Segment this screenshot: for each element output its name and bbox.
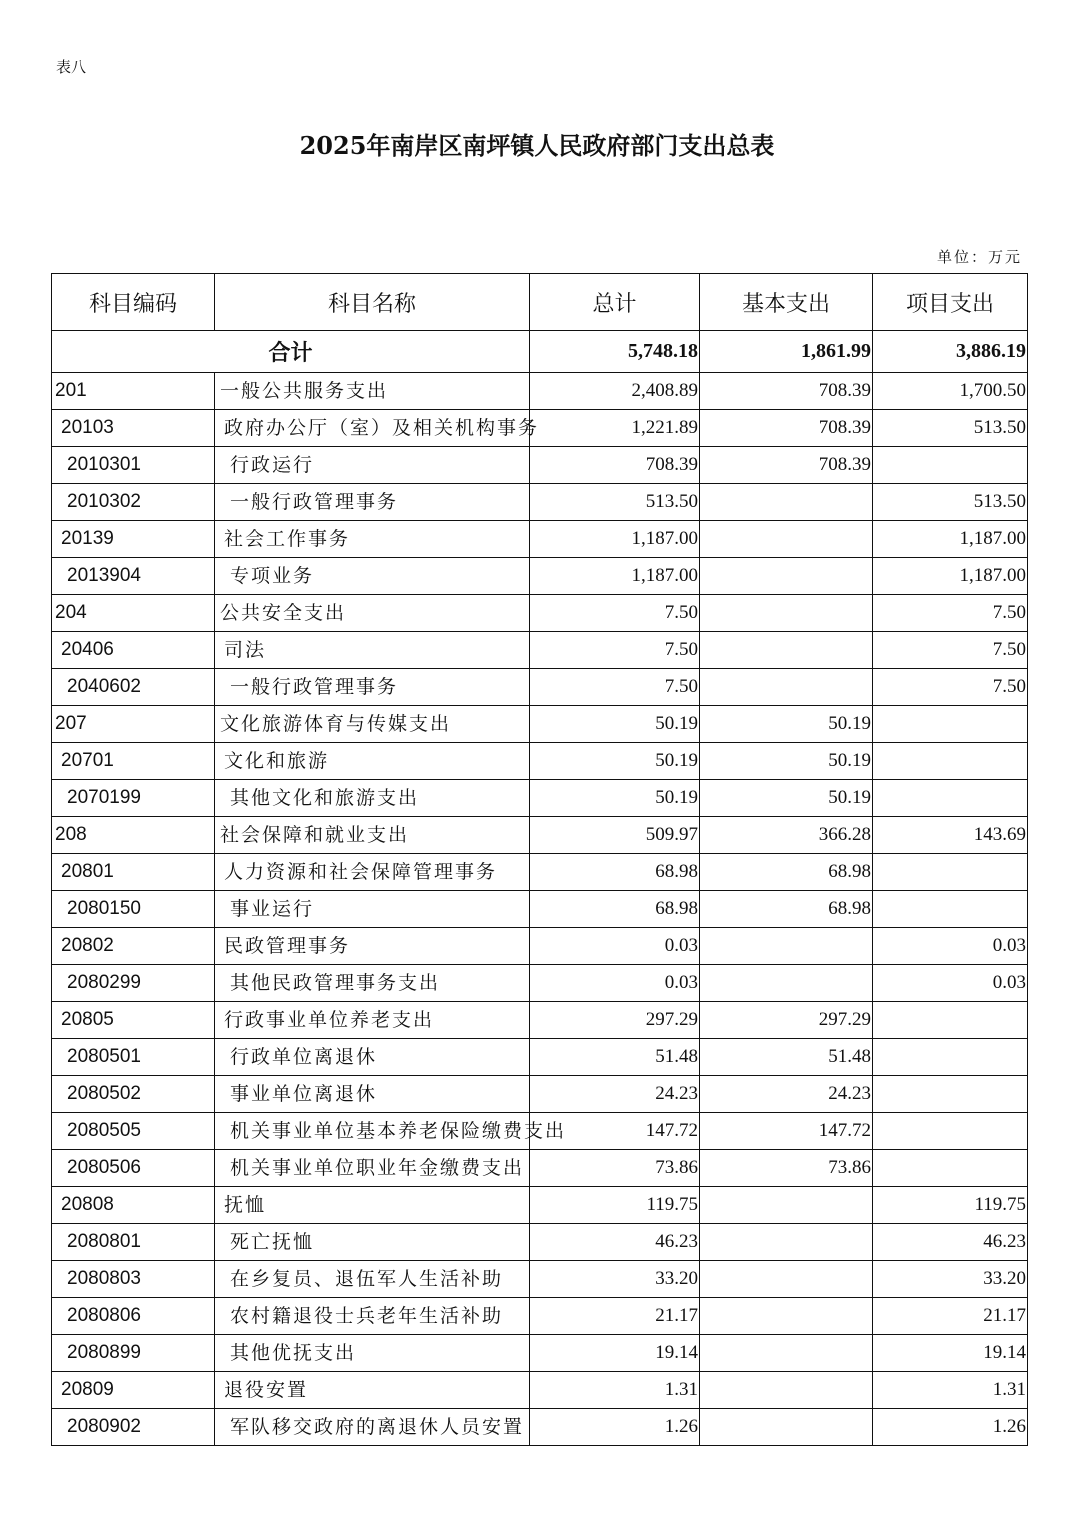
- row-total: 33.20: [530, 1261, 700, 1298]
- row-name: [215, 1039, 530, 1076]
- row-name-text: 社会工作事务: [224, 528, 351, 550]
- row-name-text: 一般公共服务支出: [220, 380, 389, 402]
- row-name-text: 其他民政管理事务支出: [230, 972, 441, 994]
- row-total: 7.50: [530, 669, 700, 706]
- row-project: [873, 447, 1028, 484]
- row-name: [215, 965, 530, 1002]
- table-row: [52, 1150, 1028, 1187]
- row-name: [215, 484, 530, 521]
- table-row: [52, 817, 1028, 854]
- row-name: [215, 1372, 530, 1409]
- row-name-text: 行政事业单位养老支出: [224, 1009, 435, 1031]
- row-basic: 50.19: [700, 743, 873, 780]
- row-project: [873, 780, 1028, 817]
- row-total: 73.86: [530, 1150, 700, 1187]
- row-code: 2080902: [52, 1409, 215, 1446]
- row-basic: [700, 484, 873, 521]
- row-project: [873, 1113, 1028, 1150]
- row-basic: [700, 1187, 873, 1224]
- row-name: [215, 743, 530, 780]
- row-project: 1.31: [873, 1372, 1028, 1409]
- table-row: [52, 1039, 1028, 1076]
- header-total: 总计: [530, 274, 700, 331]
- row-basic: [700, 928, 873, 965]
- row-name: [215, 558, 530, 595]
- row-project: [873, 1039, 1028, 1076]
- table-row: [52, 1113, 1028, 1150]
- row-name: [215, 1150, 530, 1187]
- header-basic: 基本支出: [700, 274, 873, 331]
- row-total: 1.31: [530, 1372, 700, 1409]
- row-project: 7.50: [873, 595, 1028, 632]
- row-name: [215, 780, 530, 817]
- row-total: 147.72: [530, 1113, 700, 1150]
- row-total: 68.98: [530, 891, 700, 928]
- row-code: 207: [52, 706, 215, 743]
- row-name: [215, 928, 530, 965]
- row-name: [215, 891, 530, 928]
- row-code: 2080299: [52, 965, 215, 1002]
- row-total: 50.19: [530, 780, 700, 817]
- table-row: [52, 558, 1028, 595]
- row-code: 20809: [52, 1372, 215, 1409]
- row-project: [873, 706, 1028, 743]
- row-name-text: 退役安置: [224, 1379, 309, 1401]
- row-basic: 708.39: [700, 447, 873, 484]
- table-row: [52, 373, 1028, 410]
- row-total: 1,187.00: [530, 558, 700, 595]
- table-row: [52, 1261, 1028, 1298]
- row-name-text: 行政运行: [230, 454, 315, 476]
- table-row: [52, 1187, 1028, 1224]
- row-basic: [700, 558, 873, 595]
- row-basic: 708.39: [700, 410, 873, 447]
- expenditure-table: [51, 273, 1028, 1446]
- table-row: [52, 447, 1028, 484]
- row-code: 2070199: [52, 780, 215, 817]
- row-basic: 68.98: [700, 891, 873, 928]
- row-project: 1.26: [873, 1409, 1028, 1446]
- row-code: 2080502: [52, 1076, 215, 1113]
- row-total: 51.48: [530, 1039, 700, 1076]
- row-project: [873, 1150, 1028, 1187]
- row-project: [873, 1002, 1028, 1039]
- row-basic: [700, 1335, 873, 1372]
- row-name: [215, 373, 530, 410]
- row-total: 708.39: [530, 447, 700, 484]
- row-basic: 50.19: [700, 780, 873, 817]
- table-row: [52, 928, 1028, 965]
- row-total: 68.98: [530, 854, 700, 891]
- row-basic: 68.98: [700, 854, 873, 891]
- table-row: [52, 854, 1028, 891]
- row-name-text: 专项业务: [230, 565, 315, 587]
- row-total: 1.26: [530, 1409, 700, 1446]
- row-name-text: 文化和旅游: [224, 750, 330, 772]
- row-code: 2080501: [52, 1039, 215, 1076]
- row-project: 19.14: [873, 1335, 1028, 1372]
- row-total: 509.97: [530, 817, 700, 854]
- row-basic: [700, 965, 873, 1002]
- row-basic: [700, 1224, 873, 1261]
- row-code: 20805: [52, 1002, 215, 1039]
- row-total: 7.50: [530, 595, 700, 632]
- table-row: [52, 891, 1028, 928]
- row-name-text: 一般行政管理事务: [230, 491, 399, 513]
- table-row: [52, 1409, 1028, 1446]
- row-total: 46.23: [530, 1224, 700, 1261]
- row-name: [215, 410, 540, 447]
- row-code: 2013904: [52, 558, 215, 595]
- row-code: 2080505: [52, 1113, 215, 1150]
- table-row: [52, 632, 1028, 669]
- row-name-text: 一般行政管理事务: [230, 676, 399, 698]
- row-project: [873, 743, 1028, 780]
- row-name-text: 政府办公厅（室）及相关机构事务: [224, 417, 540, 439]
- row-name-text: 抚恤: [224, 1194, 267, 1216]
- row-name: [215, 1002, 530, 1039]
- row-project: 7.50: [873, 632, 1028, 669]
- row-total: 0.03: [530, 965, 700, 1002]
- row-name: [215, 669, 530, 706]
- row-name-text: 死亡抚恤: [230, 1231, 315, 1253]
- row-code: 201: [52, 373, 215, 410]
- row-name-text: 其他文化和旅游支出: [230, 787, 420, 809]
- row-code: 204: [52, 595, 215, 632]
- table-row: [52, 706, 1028, 743]
- table-row: [52, 743, 1028, 780]
- row-project: 1,187.00: [873, 521, 1028, 558]
- row-total: 0.03: [530, 928, 700, 965]
- table-row: [52, 484, 1028, 521]
- row-project: 119.75: [873, 1187, 1028, 1224]
- row-code: 20802: [52, 928, 215, 965]
- row-total: 50.19: [530, 706, 700, 743]
- row-name-text: 社会保障和就业支出: [220, 824, 410, 846]
- row-project: 143.69: [873, 817, 1028, 854]
- row-name: [215, 595, 530, 632]
- row-name-text: 事业运行: [230, 898, 315, 920]
- row-total: 7.50: [530, 632, 700, 669]
- row-basic: [700, 1298, 873, 1335]
- row-basic: 73.86: [700, 1150, 873, 1187]
- header-row: [52, 274, 1028, 331]
- row-project: [873, 1076, 1028, 1113]
- row-code: 2080806: [52, 1298, 215, 1335]
- table-row: [52, 1335, 1028, 1372]
- table-row: [52, 1076, 1028, 1113]
- row-name: [215, 447, 530, 484]
- row-code: 2010302: [52, 484, 215, 521]
- row-name: [215, 1187, 530, 1224]
- row-name-text: 在乡复员、退伍军人生活补助: [230, 1268, 504, 1290]
- table-row: [52, 1002, 1028, 1039]
- row-total: 50.19: [530, 743, 700, 780]
- row-name-text: 军队移交政府的离退休人员安置: [230, 1416, 525, 1438]
- row-code: 2080899: [52, 1335, 215, 1372]
- row-project: 33.20: [873, 1261, 1028, 1298]
- row-basic: 50.19: [700, 706, 873, 743]
- table-row: [52, 780, 1028, 817]
- row-name: [215, 817, 530, 854]
- row-total: 513.50: [530, 484, 700, 521]
- row-total: 119.75: [530, 1187, 700, 1224]
- row-code: 20103: [52, 410, 215, 447]
- row-code: 20701: [52, 743, 215, 780]
- total-project: 3,886.19: [873, 331, 1028, 373]
- table-row: [52, 1224, 1028, 1261]
- row-total: 24.23: [530, 1076, 700, 1113]
- row-basic: [700, 521, 873, 558]
- row-code: 2080150: [52, 891, 215, 928]
- table-row: [52, 410, 1028, 447]
- table-row: [52, 521, 1028, 558]
- table-row: [52, 965, 1028, 1002]
- row-basic: 366.28: [700, 817, 873, 854]
- row-name: [215, 854, 530, 891]
- row-name-text: 民政管理事务: [224, 935, 351, 957]
- row-name: [215, 706, 530, 743]
- row-name: [215, 632, 530, 669]
- row-project: 513.50: [873, 410, 1028, 447]
- row-total: 19.14: [530, 1335, 700, 1372]
- row-total: 297.29: [530, 1002, 700, 1039]
- total-sum: 5,748.18: [530, 331, 700, 373]
- row-project: 46.23: [873, 1224, 1028, 1261]
- row-name: [215, 1113, 567, 1150]
- row-total: 1,187.00: [530, 521, 700, 558]
- row-code: 2080506: [52, 1150, 215, 1187]
- page-title: 2025年南岸区南坪镇人民政府部门支出总表: [299, 131, 775, 160]
- row-basic: 147.72: [700, 1113, 873, 1150]
- row-project: 1,187.00: [873, 558, 1028, 595]
- total-basic: 1,861.99: [700, 331, 873, 373]
- row-code: 2080801: [52, 1224, 215, 1261]
- row-name: [215, 1409, 530, 1446]
- row-code: 2010301: [52, 447, 215, 484]
- row-basic: 297.29: [700, 1002, 873, 1039]
- total-row: [52, 331, 1028, 373]
- row-basic: [700, 1409, 873, 1446]
- row-project: 21.17: [873, 1298, 1028, 1335]
- total-label: 合计: [52, 331, 530, 373]
- unit-label: 单位：万元: [936, 248, 1022, 266]
- row-name-text: 行政单位离退休: [230, 1046, 378, 1068]
- row-name-text: 公共安全支出: [220, 602, 347, 624]
- row-code: 20406: [52, 632, 215, 669]
- row-project: 7.50: [873, 669, 1028, 706]
- row-project: [873, 891, 1028, 928]
- row-code: 20808: [52, 1187, 215, 1224]
- table-row: [52, 669, 1028, 706]
- header-project: 项目支出: [873, 274, 1028, 331]
- row-code: 20139: [52, 521, 215, 558]
- row-name: [215, 1335, 530, 1372]
- row-basic: [700, 669, 873, 706]
- row-name: [215, 1261, 530, 1298]
- row-basic: [700, 1372, 873, 1409]
- row-name: [215, 1224, 530, 1261]
- table-row: [52, 1298, 1028, 1335]
- table-number: 表八: [56, 58, 87, 76]
- row-project: 513.50: [873, 484, 1028, 521]
- row-project: [873, 854, 1028, 891]
- row-total: 21.17: [530, 1298, 700, 1335]
- row-name-text: 机关事业单位基本养老保险缴费支出: [230, 1120, 567, 1142]
- row-code: 20801: [52, 854, 215, 891]
- table-row: [52, 595, 1028, 632]
- row-basic: 51.48: [700, 1039, 873, 1076]
- row-total: 1,221.89: [530, 410, 700, 447]
- row-name-text: 事业单位离退休: [230, 1083, 378, 1105]
- row-name-text: 其他优抚支出: [230, 1342, 357, 1364]
- header-name: 科目名称: [215, 274, 530, 331]
- row-name-text: 人力资源和社会保障管理事务: [224, 861, 498, 883]
- row-code: 208: [52, 817, 215, 854]
- row-basic: 708.39: [700, 373, 873, 410]
- row-basic: [700, 1261, 873, 1298]
- row-code: 2080803: [52, 1261, 215, 1298]
- row-basic: 24.23: [700, 1076, 873, 1113]
- row-name-text: 农村籍退役士兵老年生活补助: [230, 1305, 504, 1327]
- row-name-text: 机关事业单位职业年金缴费支出: [230, 1157, 525, 1179]
- row-name: [215, 1076, 530, 1113]
- header-code: 科目编码: [52, 274, 215, 331]
- row-name-text: 司法: [224, 639, 267, 661]
- table-row: [52, 1372, 1028, 1409]
- row-basic: [700, 595, 873, 632]
- row-project: 1,700.50: [873, 373, 1028, 410]
- row-code: 2040602: [52, 669, 215, 706]
- row-name: [215, 1298, 530, 1335]
- row-name: [215, 521, 530, 558]
- row-project: 0.03: [873, 928, 1028, 965]
- row-name-text: 文化旅游体育与传媒支出: [220, 713, 452, 735]
- row-basic: [700, 632, 873, 669]
- row-total: 2,408.89: [530, 373, 700, 410]
- row-project: 0.03: [873, 965, 1028, 1002]
